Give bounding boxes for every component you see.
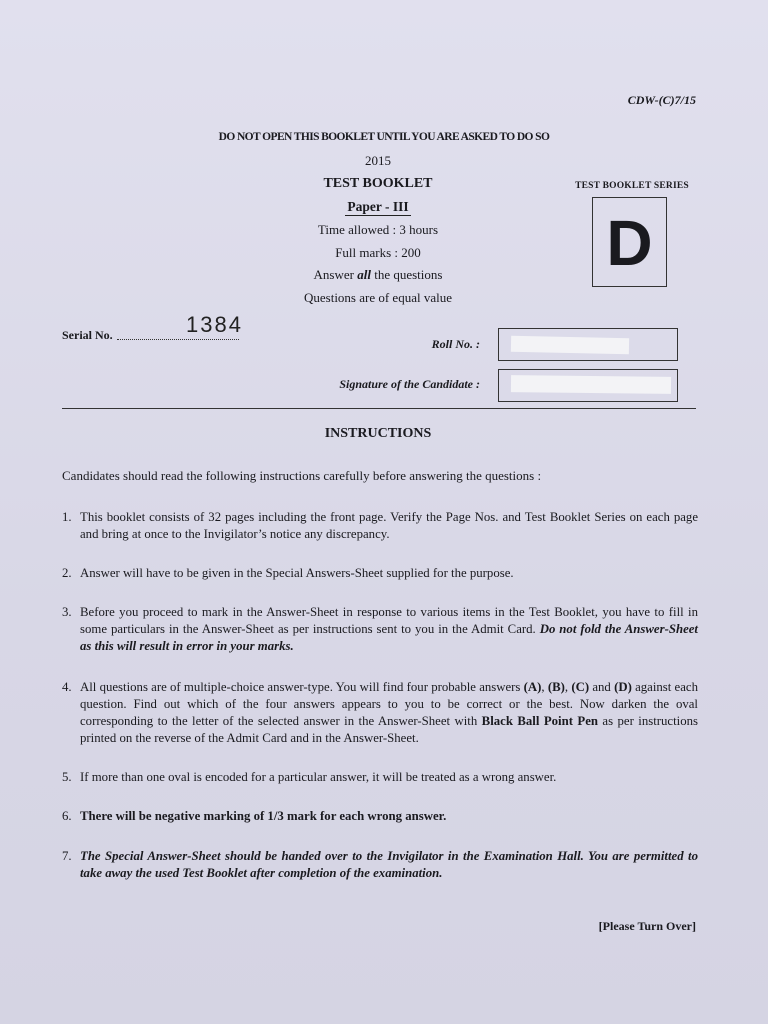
signature-box	[498, 369, 678, 402]
item-text: Answer will have to be given in the Special Answers-Sheet supplied for the purpose.	[80, 566, 514, 580]
instruction-item	[62, 604, 698, 655]
answer-all-suffix: the questions	[370, 267, 443, 282]
do-not-open-warning: DO NOT OPEN THIS BOOKLET UNTIL YOU ARE ASKED TO DO SO	[218, 131, 550, 143]
black-ball-point-pen: Black Ball Point Pen	[481, 714, 599, 728]
exam-year: 2015	[365, 153, 391, 168]
instruction-item	[62, 565, 698, 582]
item-text: Before you proceed to mark in the Answer-Sheet in response to various items in the Test Booklet, you have to fill in some particulars in the Answer-Sheet as per instructions sent to you in the Admit Card.	[80, 605, 698, 636]
item-number: 4.	[62, 680, 72, 694]
series-letter: D	[606, 207, 653, 279]
item-text: as per instructions printed on the reverse of the Admit Card and in the Answer-Sheet.	[80, 714, 698, 745]
booklet-title: TEST BOOKLET	[323, 176, 433, 191]
paper-number-text: Paper - III	[347, 199, 409, 214]
answer-all-prefix: Answer	[313, 267, 358, 282]
equal-value-note: Questions are of equal value	[303, 290, 452, 305]
item-text: All questions are of multiple-choice answer-type. You will find four probable answers	[80, 680, 524, 694]
instructions-heading: INSTRUCTIONS	[324, 426, 432, 441]
item-number: 3.	[62, 605, 72, 619]
redaction-roll	[511, 336, 629, 354]
please-turn-over: [Please Turn Over]	[598, 919, 696, 933]
redaction-signature	[511, 375, 671, 394]
option-d: (D)	[614, 680, 632, 694]
option-b: (B)	[547, 680, 565, 694]
roll-label: Roll No. :	[431, 337, 480, 351]
series-box	[592, 197, 667, 287]
instruction-item	[62, 509, 698, 543]
answer-all-emphasis: all	[357, 267, 371, 282]
item-text: against each question. Find out which of the four answers appears to you to be correct or the best. Now darken the oval corresponding to the letter of the selected answer in the Answer-Sheet with	[80, 680, 698, 728]
item-text: There will be negative marking of 1/3 mark for each wrong answer.	[80, 809, 447, 823]
instruction-item	[62, 808, 698, 825]
option-a: (A)	[523, 680, 542, 694]
time-allowed: Time allowed : 3 hours	[317, 222, 439, 237]
item-text: The Special Answer-Sheet should be handed over to the Invigilator in the Examination Hall. You are permitted to take away the used Test Booklet after completion of the examination.	[80, 849, 698, 880]
item-number: 7.	[62, 849, 72, 863]
sep: and	[589, 680, 615, 694]
serial-number: 1384	[186, 312, 243, 337]
item-number: 1.	[62, 510, 72, 524]
full-marks: Full marks : 200	[335, 245, 421, 260]
roll-number-box	[498, 328, 678, 361]
item-emphasis: Do not fold the Answer-Sheet as this will result in error in your marks.	[80, 622, 698, 653]
sep: ,	[564, 680, 572, 694]
series-label: TEST BOOKLET SERIES	[575, 181, 689, 191]
booklet-code: CDW-(C)7/15	[627, 93, 696, 107]
instructions-intro: Candidates should read the following instructions carefully before answering the questions :	[62, 468, 542, 483]
item-number: 5.	[62, 770, 72, 784]
item-text: If more than one oval is encoded for a particular answer, it will be treated as a wrong answer.	[80, 770, 557, 784]
item-text: This booklet consists of 32 pages including the front page. Verify the Page Nos. and Test Booklet Series on each page and bring at once to the Invigilator’s notice any discrepancy.	[80, 510, 698, 541]
instruction-item	[62, 769, 698, 786]
signature-label: Signature of the Candidate :	[339, 377, 480, 391]
option-c: (C)	[571, 680, 590, 694]
instruction-item	[62, 679, 698, 747]
sep: ,	[541, 680, 548, 694]
instruction-item	[62, 848, 698, 882]
item-text-wrap	[80, 679, 698, 747]
item-number: 2.	[62, 566, 72, 580]
serial-label: Serial No.	[62, 328, 113, 342]
header-rule	[62, 408, 696, 409]
item-text-wrap	[80, 604, 698, 655]
item-number: 6.	[62, 809, 72, 823]
